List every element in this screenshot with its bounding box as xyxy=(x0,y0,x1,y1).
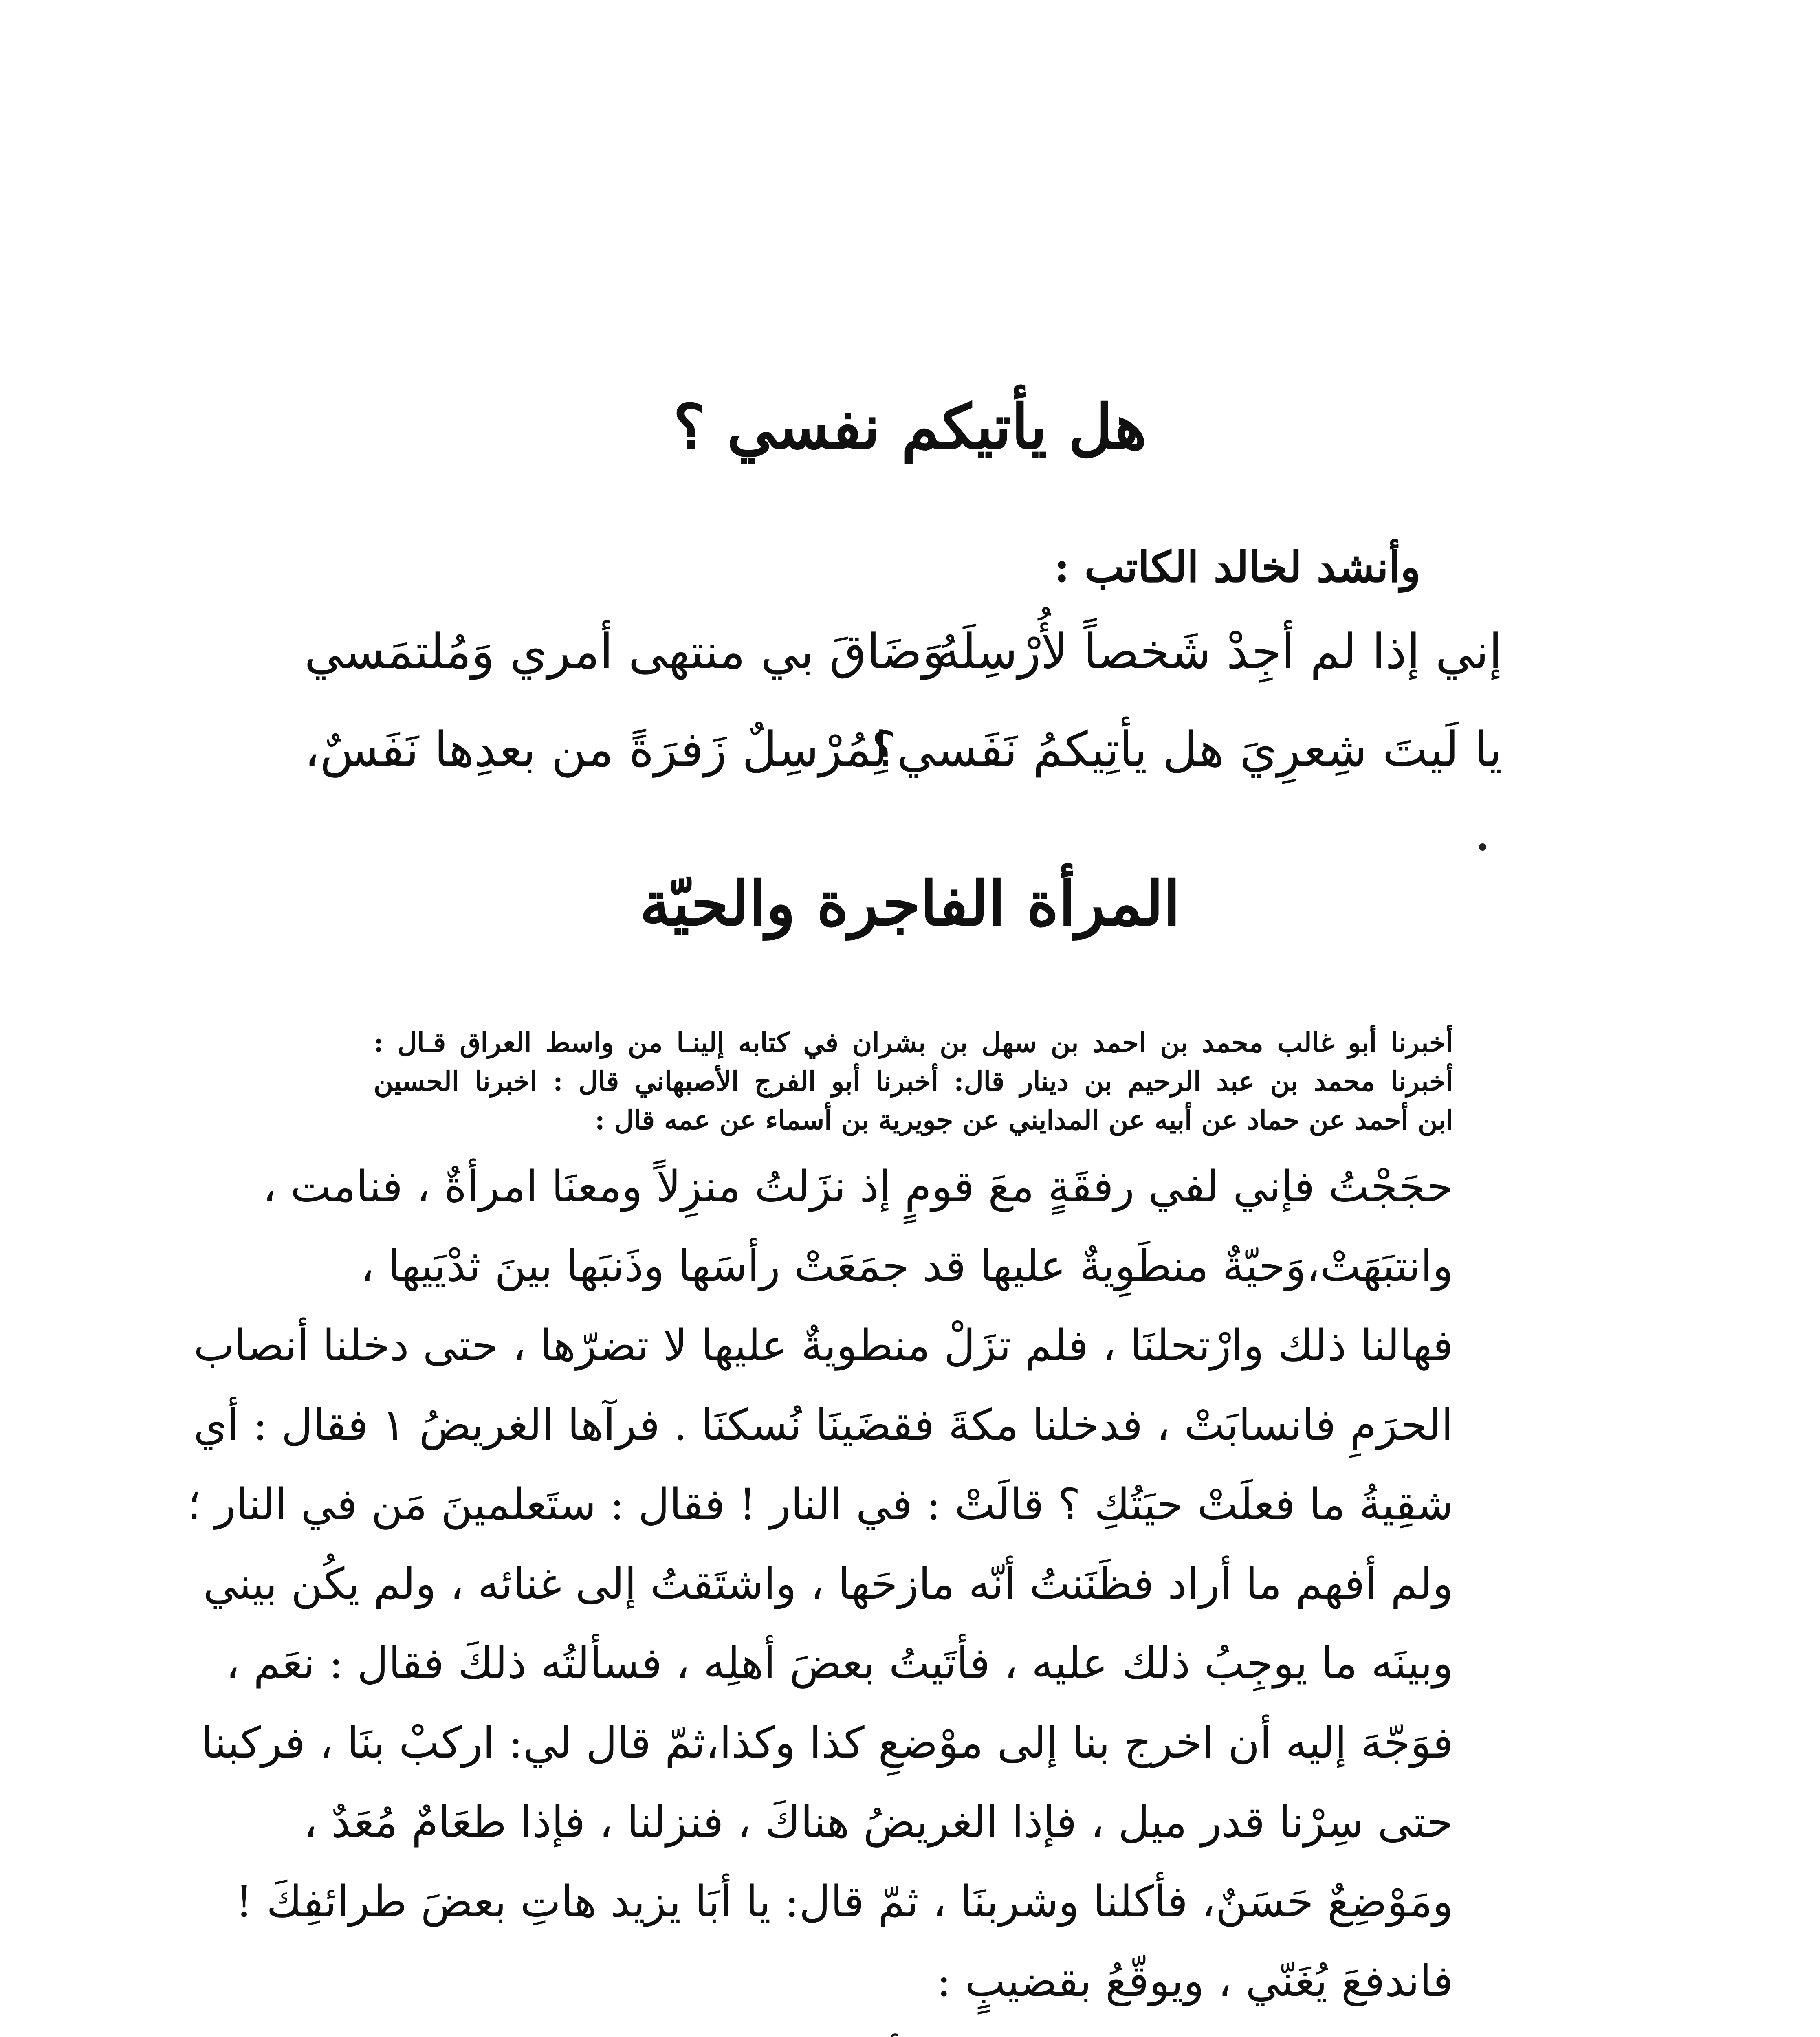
paragraph-line: حجَجْتُ فإني لفي رفقَةٍ معَ قومٍ إذ نزَلتُ منزِلاً ومعنَا امرأةٌ ، فنامت ، xyxy=(262,1161,1453,1212)
poem-title: هل يأتيكم نفسي ؟ xyxy=(673,391,1147,463)
verse-line xyxy=(304,721,1502,782)
ink-dot xyxy=(1479,843,1486,851)
paragraph-line: وانتبَهَتْ،وَحيّةٌ منطَوِيةٌ عليها قد جمَعَتْ رأسَها وذَنبَها بينَ ثدْيَيها ، xyxy=(360,1241,1453,1291)
story-title: المرأة الفاجرة والحيّة xyxy=(640,868,1180,939)
isnad-line: ابن أحمد عن حماد عن أبيه عن المدايني عن جويرية بن أسماء عن عمه قال : xyxy=(595,1104,1453,1136)
paragraph-line: شقِيةُ ما فعلَتْ حيَتُكِ ؟ قالَتْ : في النار ! فقال : ستَعلمينَ مَن في النار ؛ xyxy=(187,1479,1453,1529)
verse-second-hemistich: وَضَاقَ بي منتهى أمري وَمُلتمَسي xyxy=(304,623,946,680)
paragraph-line: فاندفعَ يُغَنّي ، ويوقّعُ بقضيبٍ : xyxy=(936,1956,1453,2006)
isnad-line: أخبرنا أبو غالب محمد بن احمد بن سهل بن بشران في كتابه إلينـا من واسط العراق قـال : xyxy=(374,1027,1453,1058)
paragraph-line: فوَجّهَ إليه أن اخرج بنا إلى موْضعِ كذا وكذا،ثمّ قال لي: اركبْ بنَا ، فركبنا xyxy=(201,1718,1453,1768)
paragraph-line: الحرَمِ فانسابَتْ ، فدخلنا مكةَ فقضَينَا نُسكنَا . فرآها الغريضُ ١ فقال : أي xyxy=(193,1400,1453,1450)
verse-line xyxy=(304,623,1502,684)
isnad-line: أخبرنا محمد بن عبد الرحيم بن دينار قال: أخبرنا أبو الفرج الأصبهاني قال : اخبرنا الحسين xyxy=(374,1065,1453,1097)
paragraph-line: ومَوْضِعٌ حَسَنٌ، فأكلنا وشربنَا ، ثمّ قال: يا أبَا يزيد هاتِ بعضَ طرائفِكَ ! xyxy=(235,1876,1453,1927)
paragraph-line: فهالنا ذلك وارْتحلنَا ، فلم تزَلْ منطويةٌ عليها لا تضرّها ، حتى دخلنا أنصاب xyxy=(194,1320,1453,1370)
verse-second-hemistich: لِمُرْسِلٌ زَفرَةً من بعدِها نَفَسٌ، xyxy=(304,721,888,777)
paragraph-line: حتى سِرْنا قدر ميل ، فإذا الغريضُ هناكَ ، فنزلنا ، فإذا طعَامٌ مُعَدٌ ، xyxy=(303,1797,1453,1847)
verse-first-hemistich: إني إذا لم أجِدْ شَخصاً لأُرْسِلَهُ xyxy=(935,623,1502,680)
paragraph-line: وبينَه ما يوجِبُ ذلك عليه ، فأتَيتُ بعضَ أهلِه ، فسألتُه ذلكَ فقال : نعَم ، xyxy=(226,1638,1453,1688)
poem-intro: وأنشد لخالد الكاتب : xyxy=(1054,542,1421,592)
paragraph-line: ولم أفهم ما أراد فظَنَنتُ أنّه مازحَها ، واشتَقتُ إلى غنائه ، ولم يكُن بيني xyxy=(203,1559,1453,1609)
verse-first-hemistich: يا لَيتَ شِعرِيَ هل يأتِيكمُ نَفَسي؟ xyxy=(871,721,1502,777)
